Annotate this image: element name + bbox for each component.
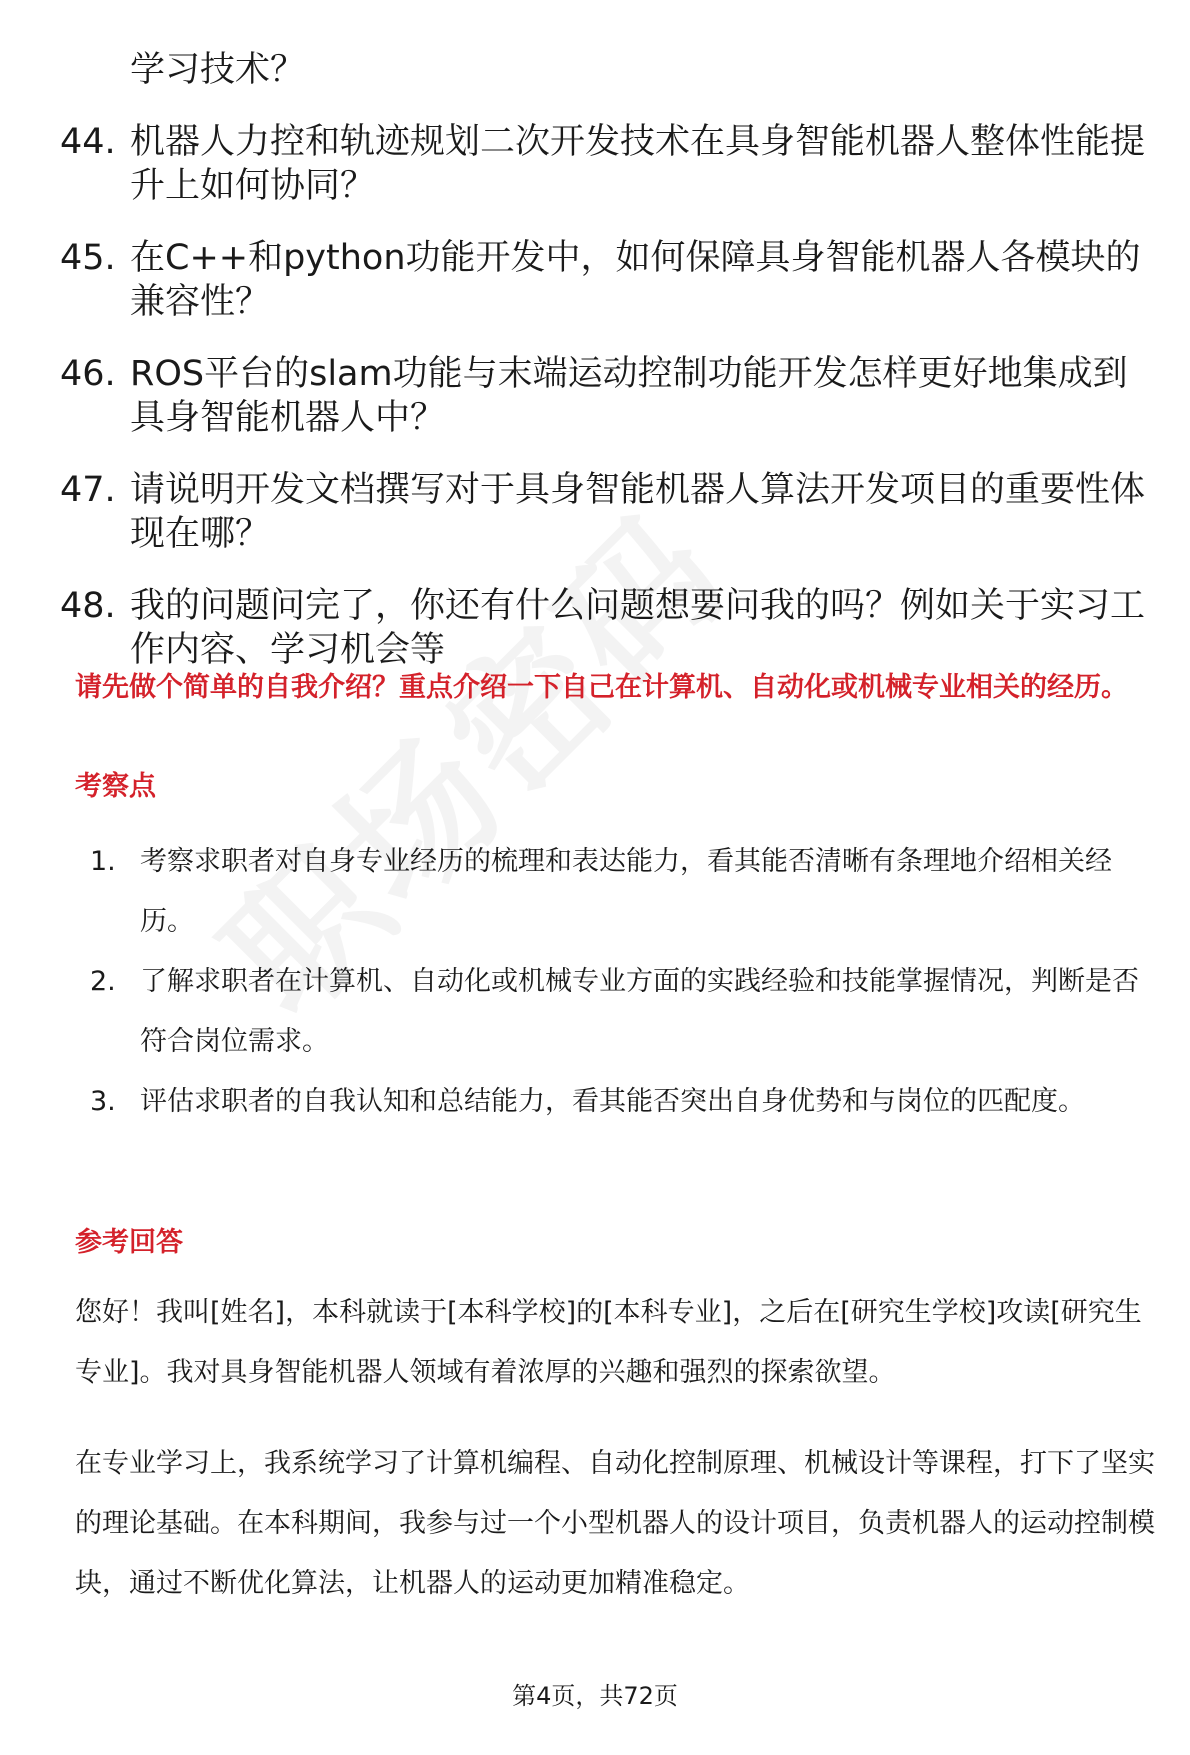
question-item — [60, 236, 1160, 324]
question-text: 学习技术？ — [130, 50, 306, 90]
point-item — [80, 832, 1165, 952]
question-text: 机器人力控和轨迹规划二次开发技术在具身智能机器人整体性能提升上如何协同？ — [130, 122, 1146, 206]
question-item — [60, 468, 1160, 556]
page-footer: 第4页，共72页 — [512, 1682, 678, 1710]
answer-label: 参考回答 — [75, 1227, 183, 1258]
point-text: 考察求职者对自身专业经历的梳理和表达能力，看其能否清晰有条理地介绍相关经历。 — [140, 846, 1112, 937]
question-number: 47. — [60, 470, 116, 510]
question-number: 44. — [60, 122, 116, 162]
question-text: ROS平台的slam功能与末端运动控制功能开发怎样更好地集成到具身智能机器人中？ — [130, 354, 1128, 438]
question-number: 45. — [60, 238, 116, 278]
question-text: 在C++和python功能开发中，如何保障具身智能机器人各模块的兼容性？ — [130, 238, 1141, 322]
question-item — [60, 120, 1160, 208]
point-item — [80, 1072, 1165, 1132]
question-item — [60, 584, 1160, 672]
point-text: 了解求职者在计算机、自动化或机械专业方面的实践经验和技能掌握情况，判断是否符合岗位需求。 — [140, 966, 1139, 1057]
points-label: 考察点 — [75, 771, 156, 802]
points-list — [80, 832, 1165, 1132]
answer-paragraph: 您好！我叫[姓名]，本科就读于[本科学校]的[本科专业]，之后在[研究生学校]攻读[研究生专业]。我对具身智能机器人领域有着浓厚的兴趣和强烈的探索欲望。 — [75, 1297, 1142, 1388]
point-number: 3. — [90, 1086, 116, 1117]
point-item — [80, 952, 1165, 1072]
question-number: 48. — [60, 586, 116, 626]
answer-paragraph: 在专业学习上，我系统学习了计算机编程、自动化控制原理、机械设计等课程，打下了坚实的理论基础。在本科期间，我参与过一个小型机器人的设计项目，负责机器人的运动控制模块，通过不断优化算法，让机器人的运动更加精准稳定。 — [75, 1448, 1155, 1599]
question-item — [60, 352, 1160, 440]
point-number: 1. — [90, 846, 116, 877]
question-text: 请说明开发文档撰写对于具身智能机器人算法开发项目的重要性体现在哪？ — [130, 470, 1146, 554]
question-item — [60, 48, 1160, 92]
point-text: 评估求职者的自我认知和总结能力，看其能否突出自身优势和与岗位的匹配度。 — [140, 1086, 1085, 1117]
point-number: 2. — [90, 966, 116, 997]
question-number: 46. — [60, 354, 116, 394]
question-text: 我的问题问完了，你还有什么问题想要问我的吗？例如关于实习工作内容、学习机会等 — [130, 586, 1146, 670]
section-heading: 请先做个简单的自我介绍？重点介绍一下自己在计算机、自动化或机械专业相关的经历。 — [75, 672, 1128, 703]
question-list — [60, 48, 1160, 700]
